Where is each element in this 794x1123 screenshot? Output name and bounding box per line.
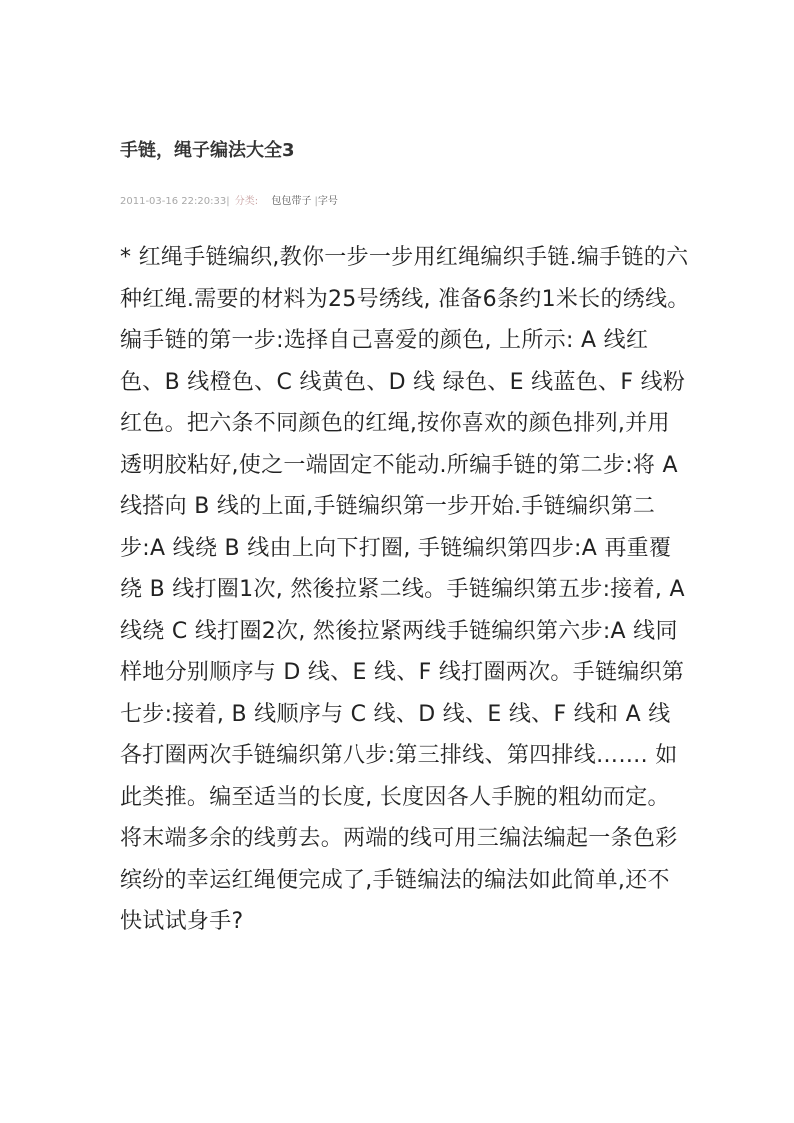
article-meta	[120, 192, 338, 207]
body-paragraph-intro: * 红绳手链编织,教你一步一步用红绳编织手链.编手链的六种红绳.需要的材料为25号绣线, 准备6条约1米长的绣线。	[120, 245, 690, 312]
category-link[interactable]: 包包带子	[271, 196, 312, 207]
meta-separator: |	[226, 196, 230, 207]
font-size-link[interactable]: 字号	[317, 196, 338, 207]
post-date: 2011-03-16 22:20:33	[120, 196, 227, 207]
tag-separator: |	[314, 196, 318, 207]
article-body	[120, 237, 690, 943]
article-title: 手链，绳子编法大全3	[120, 140, 295, 161]
body-paragraph-steps: 编手链的第一步:选择自己喜爱的颜色, 上所示: A 线红色、B 线橙色、C 线黄色、D 线 绿色、E 线蓝色、F 线粉红色。把六条不同颜色的红绳,按你喜欢的颜色排列,并用透明胶粘好,使之一端固定不能动.所编手链的第二步:将 A 线搭向 B 线的上面,手链编织第一步开始.手链编织第二步:A 线绕 B 线由上向下打圈, 手链编织第四步:A 再重覆绕 B 线打圈1次, 然後拉紧二线。手链编织第五步:接着, A 线绕 C 线打圈2次, 然後拉紧两线手链编织第六步:A 线同样地分别顺序与 D 线、E 线、F 线打圈两次。手链编织第七步:接着, B 线顺序与 C 线、D 线、E 线、F 线和 A 线各打圈两次手链编织第八步:第三排线、第四排线……. 如此类推。编至适当的长度, 长度因各人手腕的粗幼而定。将末端多余的线剪去。两端的线可用三编法编起一条色彩缤纷的幸运红绳便完成了,手链编法的编法如此简单,还不快试试身手?	[120, 328, 686, 934]
category-label: 分类:	[234, 196, 259, 207]
